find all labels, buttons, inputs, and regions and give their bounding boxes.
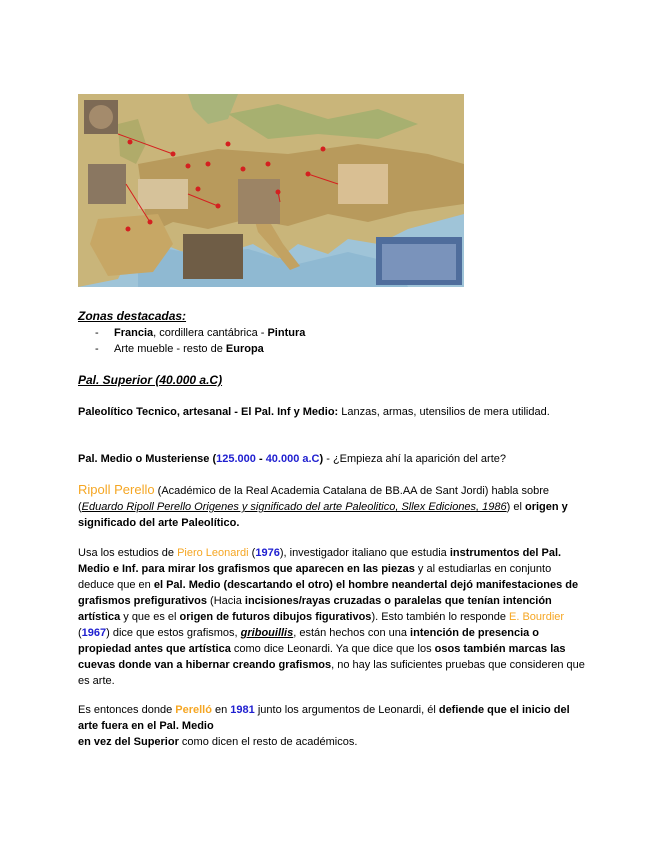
zonas-list bbox=[95, 325, 305, 357]
pal-superior-heading: Pal. Superior (40.000 a.C) bbox=[78, 373, 223, 387]
text: Es entonces donde bbox=[78, 704, 176, 716]
list-text: Arte mueble - resto de bbox=[114, 343, 226, 355]
author-name: Piero Leonardi bbox=[177, 547, 249, 559]
text: como dice Leonardi. Ya que dice que los bbox=[230, 643, 435, 655]
date-highlight: 40.000 a.C bbox=[265, 453, 320, 465]
zonas-heading: Zonas destacadas: bbox=[78, 309, 187, 323]
paragraph-perello bbox=[78, 702, 588, 750]
text: - ¿Empieza ahí la aparición del arte? bbox=[323, 453, 507, 465]
text: ( bbox=[248, 547, 256, 559]
term-gribouillis: gribouillis bbox=[240, 627, 294, 639]
paragraph-musteriense bbox=[78, 451, 588, 467]
text: Usa los estudios de bbox=[78, 547, 178, 559]
paragraph-leonardi bbox=[78, 545, 588, 689]
year-highlight: 1967 bbox=[81, 627, 107, 639]
text: (Hacia bbox=[206, 595, 245, 607]
text: y que es el bbox=[120, 611, 180, 623]
year-highlight: 1976 bbox=[255, 547, 280, 559]
text: , no hay las suficientes pruebas que consideren que es arte. bbox=[78, 659, 585, 687]
text: como dicen el resto de académicos. bbox=[178, 736, 358, 748]
text-bold: el Pal. Medio (descartando el otro) el hombre neandertal dejó manifestaciones de grafismos prefigurativos bbox=[78, 579, 579, 607]
map-illustration bbox=[78, 94, 464, 287]
text: (Académico de la Real Academia Catalana de BB.AA de Sant Jordi) habla sobre ( bbox=[78, 485, 549, 513]
author-name: Perelló bbox=[175, 704, 212, 716]
text: Lanzas, armas, utensilios de mera utilidad. bbox=[338, 406, 550, 418]
text-bold: ) bbox=[319, 453, 324, 465]
text-bold: osos también marcas las cuevas donde van a hibernar creando grafismos bbox=[78, 643, 566, 671]
text: , están hechos con una bbox=[293, 627, 411, 639]
list-item bbox=[95, 341, 305, 357]
text: en bbox=[211, 704, 231, 716]
paragraph-tecnico bbox=[78, 404, 588, 420]
year-highlight: 1981 bbox=[230, 704, 255, 716]
author-name: Ripoll Perello bbox=[78, 482, 155, 497]
list-text-bold: Francia bbox=[114, 327, 154, 339]
text-bold: en vez del Superior bbox=[78, 736, 179, 748]
text-bold: Pal. Medio o Musteriense ( bbox=[78, 453, 217, 465]
text-bold: incisiones/rayas cruzadas o paralelas que tenían intención artística bbox=[78, 595, 552, 623]
text-bold: defiende que el inicio del arte fuera en el Pal. Medio bbox=[78, 704, 570, 732]
paragraph-ripoll bbox=[78, 482, 588, 531]
text: ( bbox=[78, 627, 82, 639]
reference-citation: Eduardo Ripoll Perello Origenes y significado del arte Paleolitico, Sllex Ediciones, 1986 bbox=[81, 501, 507, 513]
text: junto los argumentos de Leonardi, él bbox=[254, 704, 439, 716]
list-text-bold: Pintura bbox=[267, 327, 306, 339]
text-bold: - bbox=[255, 453, 266, 465]
text-bold: origen de futuros dibujos figurativos bbox=[179, 611, 372, 623]
date-highlight: 125.000 bbox=[216, 453, 256, 465]
text-bold: Paleolítico Tecnico, artesanal - El Pal. Inf y Medio: bbox=[78, 406, 339, 418]
text: ). Esto también lo responde bbox=[371, 611, 510, 623]
author-name: E. Bourdier bbox=[509, 611, 565, 623]
text: ) dice que estos grafismos, bbox=[106, 627, 241, 639]
list-item bbox=[95, 325, 305, 341]
text-bold: origen y significado del arte Paleolítico. bbox=[78, 501, 568, 529]
list-text-bold: Europa bbox=[225, 343, 264, 355]
text: ), investigador italiano que estudia bbox=[279, 547, 450, 559]
text: ) el bbox=[506, 501, 525, 513]
europe-map-image bbox=[78, 94, 464, 287]
list-text: , cordillera cantábrica - bbox=[153, 327, 268, 339]
text-bold: instrumentos del Pal. Medio e Inf. para mirar los grafismos que aparecen en las piezas bbox=[78, 547, 562, 575]
text-bold: intención de presencia o propiedad antes que artística bbox=[78, 627, 540, 655]
text: y al estudiarlas en conjunto deduce que en bbox=[78, 563, 552, 591]
